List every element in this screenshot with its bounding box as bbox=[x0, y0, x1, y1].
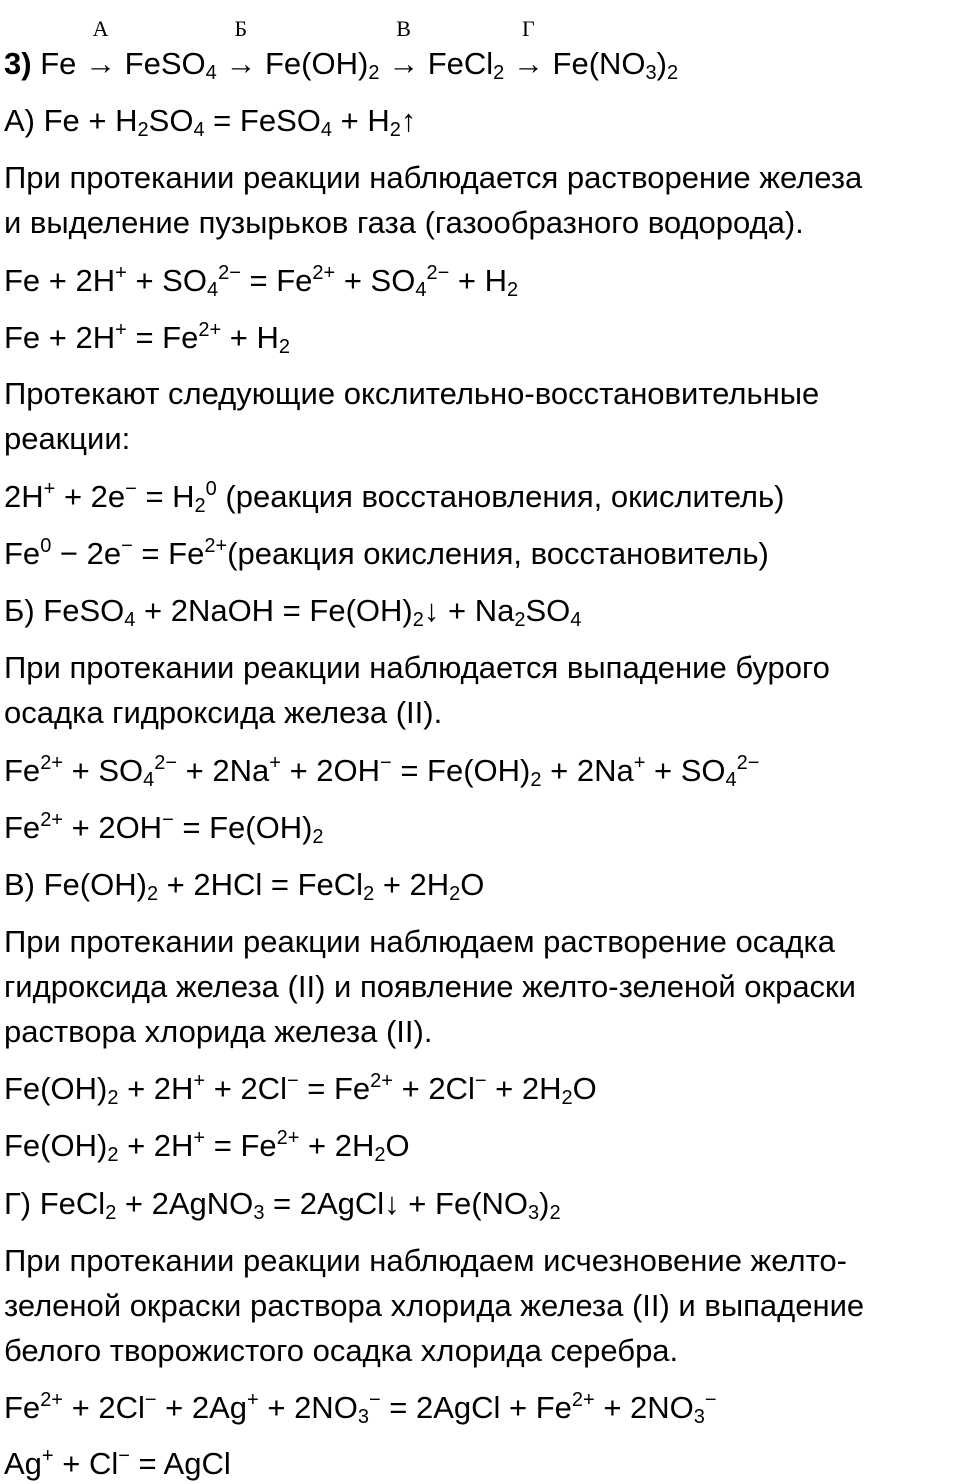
l19-part-12: O bbox=[572, 1071, 597, 1106]
l5-part-3: 2+ bbox=[198, 319, 222, 341]
ionic-short-v bbox=[4, 1128, 954, 1164]
scheme-feno32-text: Fe(NO bbox=[552, 46, 646, 81]
arrow-label-g: Г bbox=[522, 16, 535, 41]
l15-part-3: 2 bbox=[363, 883, 375, 905]
l15-part-6: O bbox=[460, 867, 485, 902]
l21-part-5: 3 bbox=[528, 1202, 540, 1224]
task-number: 3) bbox=[4, 46, 32, 81]
observation-b-1: При протекании реакции наблюдается выпадение бурого bbox=[4, 650, 830, 685]
l25-part-13: − bbox=[704, 1389, 717, 1411]
l13-part-12: + bbox=[633, 752, 646, 774]
l26-part-1: + bbox=[41, 1445, 54, 1467]
l19-part-9: − bbox=[474, 1070, 487, 1092]
l13-part-5: + 2Na bbox=[177, 753, 270, 788]
l13-part-13: + SO bbox=[645, 753, 726, 788]
l25-part-12: 3 bbox=[693, 1406, 705, 1428]
arrow-a bbox=[85, 16, 117, 84]
l15-part-2: + 2HCl = FeCl bbox=[158, 867, 364, 902]
l20-part-8: O bbox=[385, 1128, 410, 1163]
l25-part-9: = 2AgCl + Fe bbox=[380, 1390, 572, 1425]
l25-part-6: + 2NO bbox=[258, 1390, 358, 1425]
l13-part-10: 2 bbox=[530, 769, 542, 791]
l19-part-4: + 2Cl bbox=[205, 1071, 287, 1106]
l25-part-5: + bbox=[247, 1389, 259, 1411]
l13-part-15: 2− bbox=[736, 752, 760, 774]
l9-part-2: − 2e bbox=[51, 536, 122, 571]
l4-part-11: 2 bbox=[507, 279, 519, 301]
scheme-feno32-paren: ) bbox=[656, 46, 667, 81]
l21-part-1: 2 bbox=[105, 1202, 117, 1224]
l9-part-4: = Fe bbox=[132, 536, 205, 571]
l4-part-7: + SO bbox=[335, 263, 416, 298]
l9-part-0: Fe bbox=[4, 536, 41, 571]
scheme-fecl2-sub: 2 bbox=[493, 62, 505, 84]
l19-part-8: + 2Cl bbox=[392, 1071, 475, 1106]
l25-part-10: 2+ bbox=[571, 1389, 595, 1411]
l21-part-4: = 2AgCl↓ + Fe(NO bbox=[264, 1186, 529, 1221]
ionic-short-a bbox=[4, 320, 954, 356]
arrow-b bbox=[225, 16, 257, 84]
l10-part-7: 4 bbox=[570, 609, 582, 631]
l20-part-6: + 2H bbox=[299, 1128, 375, 1163]
l26-part-0: Ag bbox=[4, 1446, 42, 1481]
reduction-half bbox=[4, 479, 954, 515]
scheme-feso4 bbox=[124, 46, 217, 84]
l13-part-3: 4 bbox=[143, 769, 155, 791]
l10-part-3: 2 bbox=[412, 609, 424, 631]
l13-part-2: + SO bbox=[63, 753, 144, 788]
arrow-a-glyph: → bbox=[85, 46, 117, 81]
l1-part-3: 4 bbox=[193, 119, 205, 141]
l13-part-7: + 2OH bbox=[280, 753, 381, 788]
l4-part-4: 2− bbox=[218, 262, 241, 284]
ionic-full-b bbox=[4, 753, 954, 789]
l10-part-5: 2 bbox=[514, 609, 526, 631]
arrow-g-glyph: → bbox=[512, 46, 544, 81]
l9-part-6: (реакция окисления, восстановитель) bbox=[227, 536, 769, 571]
l9-part-1: 0 bbox=[40, 535, 52, 557]
l5-part-2: = Fe bbox=[126, 320, 199, 355]
observation-v-2: гидроксида железа (II) и появление желто-зеленой окраски bbox=[4, 969, 856, 1004]
l19-part-7: 2+ bbox=[370, 1070, 393, 1092]
l14-part-5: 2 bbox=[312, 826, 324, 848]
l25-part-4: + 2Ag bbox=[156, 1390, 248, 1425]
l19-part-3: + bbox=[193, 1070, 206, 1092]
redox-intro-2: реакции: bbox=[4, 421, 131, 456]
arrow-label-a: А bbox=[92, 16, 109, 41]
l20-part-7: 2 bbox=[374, 1144, 386, 1166]
equation-g bbox=[4, 1186, 954, 1222]
l20-part-5: 2+ bbox=[276, 1127, 300, 1149]
l8-part-4: = H bbox=[136, 479, 195, 514]
ionic-full-a bbox=[4, 263, 954, 299]
l4-part-3: 4 bbox=[206, 279, 219, 301]
l25-part-11: + 2NO bbox=[594, 1390, 694, 1425]
l21-part-6: ) bbox=[539, 1186, 550, 1221]
l4-part-6: 2+ bbox=[312, 262, 336, 284]
arrow-g bbox=[512, 16, 544, 84]
ionic-full-v bbox=[4, 1071, 954, 1107]
l4-part-2: + SO bbox=[126, 263, 207, 298]
l4-part-0: Fe + 2H bbox=[4, 263, 116, 298]
observation-v-1: При протекании реакции наблюдаем растворение осадка bbox=[4, 924, 836, 959]
l19-part-10: + 2H bbox=[486, 1071, 562, 1106]
l14-part-3: − bbox=[162, 809, 174, 831]
l20-part-0: Fe(OH) bbox=[4, 1128, 108, 1163]
ionic-short-b bbox=[4, 810, 954, 846]
l1-part-8: ↑ bbox=[400, 103, 417, 138]
l21-part-2: + 2AgNO bbox=[116, 1186, 254, 1221]
l25-part-7: 3 bbox=[357, 1406, 369, 1428]
l26-part-3: − bbox=[118, 1445, 130, 1467]
scheme-feno32-sub1: 3 bbox=[645, 62, 657, 84]
scheme-feno32-sub2: 2 bbox=[666, 62, 679, 84]
arrow-v-glyph: → bbox=[388, 46, 420, 81]
l10-part-6: SO bbox=[525, 593, 571, 628]
l4-part-10: + H bbox=[449, 263, 507, 298]
observation-b-2: осадка гидроксида железа (II). bbox=[4, 695, 443, 730]
l20-part-3: + bbox=[193, 1127, 206, 1149]
l9-part-3: − bbox=[121, 535, 133, 557]
scheme-feoh2 bbox=[264, 46, 380, 84]
l21-part-0: Г) FeCl bbox=[4, 1186, 106, 1221]
l19-part-1: 2 bbox=[107, 1087, 119, 1109]
l19-part-0: Fe(OH) bbox=[4, 1071, 108, 1106]
equation-v bbox=[4, 867, 954, 903]
l21-part-7: 2 bbox=[549, 1202, 561, 1224]
arrow-b-glyph: → bbox=[225, 46, 257, 81]
l8-part-6: 0 bbox=[205, 478, 217, 500]
l13-part-0: Fe bbox=[4, 753, 41, 788]
l15-part-0: В) Fe(OH) bbox=[4, 867, 147, 902]
l15-part-1: 2 bbox=[146, 883, 159, 905]
observation-g-2: зеленой окраски раствора хлорида железа (II) и выпадение bbox=[4, 1288, 865, 1323]
oxidation-half bbox=[4, 536, 954, 572]
observation-v-3: раствора хлорида железа (II). bbox=[4, 1014, 433, 1049]
scheme-feoh2-sub: 2 bbox=[368, 62, 380, 84]
transformation-scheme bbox=[4, 16, 679, 84]
l14-part-2: + 2OH bbox=[63, 810, 163, 845]
l13-part-6: + bbox=[269, 752, 281, 774]
l4-part-8: 4 bbox=[415, 279, 427, 301]
l26-part-4: = AgCl bbox=[129, 1446, 231, 1481]
l13-part-11: + 2Na bbox=[541, 753, 634, 788]
l25-part-2: + 2Cl bbox=[63, 1390, 145, 1425]
observation-a-1: При протекании реакции наблюдается растворение железа bbox=[4, 160, 863, 195]
l1-part-7: 2 bbox=[389, 119, 401, 141]
arrow-label-v: В bbox=[396, 16, 411, 41]
observation-a-2: и выделение пузырьков газа (газообразного водорода). bbox=[4, 205, 804, 240]
arrow-label-b: Б bbox=[234, 16, 248, 41]
scheme-start: Fe bbox=[40, 46, 77, 81]
l1-part-6: + H bbox=[331, 103, 390, 138]
l13-part-9: = Fe(OH) bbox=[391, 753, 531, 788]
scheme-fecl2 bbox=[427, 46, 505, 84]
l14-part-1: 2+ bbox=[40, 809, 63, 831]
l9-part-5: 2+ bbox=[204, 535, 228, 557]
l19-part-11: 2 bbox=[561, 1087, 573, 1109]
scheme-feso4-sub: 4 bbox=[205, 62, 217, 84]
l8-part-1: + bbox=[43, 478, 56, 500]
equation-b bbox=[4, 593, 954, 629]
arrow-v bbox=[388, 16, 420, 84]
l10-part-1: 4 bbox=[124, 609, 136, 631]
l10-part-0: Б) FeSO bbox=[4, 593, 125, 628]
observation-g-3: белого творожистого осадка хлорида серебра. bbox=[4, 1333, 679, 1368]
observation-g-1: При протекании реакции наблюдаем исчезновение желто- bbox=[4, 1243, 847, 1278]
l1-part-5: 4 bbox=[320, 119, 332, 141]
redox-intro-1: Протекают следующие окслительно-восстановительные bbox=[4, 376, 820, 411]
l5-part-4: + H bbox=[221, 320, 279, 355]
l5-part-5: 2 bbox=[278, 336, 290, 358]
l19-part-2: + 2H bbox=[118, 1071, 194, 1106]
l19-part-6: = Fe bbox=[298, 1071, 371, 1106]
l5-part-1: + bbox=[115, 319, 127, 341]
l1-part-0: А) Fe + H bbox=[4, 103, 138, 138]
equation-a bbox=[4, 103, 954, 139]
l13-part-14: 4 bbox=[725, 769, 737, 791]
l25-part-1: 2+ bbox=[40, 1389, 63, 1411]
l4-part-9: 2− bbox=[426, 262, 450, 284]
l25-part-3: − bbox=[144, 1389, 157, 1411]
l5-part-0: Fe + 2H bbox=[4, 320, 116, 355]
l4-part-5: = Fe bbox=[240, 263, 313, 298]
l8-part-5: 2 bbox=[194, 495, 206, 517]
l4-part-1: + bbox=[115, 262, 127, 284]
ionic-short-g bbox=[4, 1446, 954, 1482]
l1-part-2: SO bbox=[148, 103, 194, 138]
l26-part-2: + Cl bbox=[53, 1446, 119, 1481]
l8-part-2: + 2e bbox=[55, 479, 126, 514]
l25-part-0: Fe bbox=[4, 1390, 41, 1425]
ionic-full-g bbox=[4, 1390, 954, 1426]
l20-part-4: = Fe bbox=[205, 1128, 277, 1163]
l15-part-5: 2 bbox=[449, 883, 461, 905]
l19-part-5: − bbox=[286, 1070, 299, 1092]
l1-part-1: 2 bbox=[137, 119, 149, 141]
l20-part-2: + 2H bbox=[118, 1128, 194, 1163]
scheme-feno32 bbox=[552, 46, 679, 84]
l25-part-8: − bbox=[368, 1389, 381, 1411]
l14-part-4: = Fe(OH) bbox=[173, 810, 313, 845]
scheme-fecl2-text: FeCl bbox=[427, 46, 494, 81]
l20-part-1: 2 bbox=[107, 1144, 119, 1166]
l21-part-3: 3 bbox=[253, 1202, 265, 1224]
l13-part-1: 2+ bbox=[40, 752, 63, 774]
l10-part-2: + 2NaOH = Fe(OH) bbox=[135, 593, 413, 628]
l15-part-4: + 2H bbox=[374, 867, 450, 902]
l13-part-4: 2− bbox=[154, 752, 178, 774]
l14-part-0: Fe bbox=[4, 810, 41, 845]
scheme-feso4-text: FeSO bbox=[124, 46, 206, 81]
l1-part-4: = FeSO bbox=[204, 103, 321, 138]
scheme-feoh2-text: Fe(OH) bbox=[264, 46, 369, 81]
l8-part-3: − bbox=[125, 478, 137, 500]
l13-part-8: − bbox=[380, 752, 392, 774]
l8-part-0: 2H bbox=[4, 479, 44, 514]
l10-part-4: ↓ + Na bbox=[423, 593, 515, 628]
l8-part-7: (реакция восстановления, окислитель) bbox=[216, 479, 785, 514]
